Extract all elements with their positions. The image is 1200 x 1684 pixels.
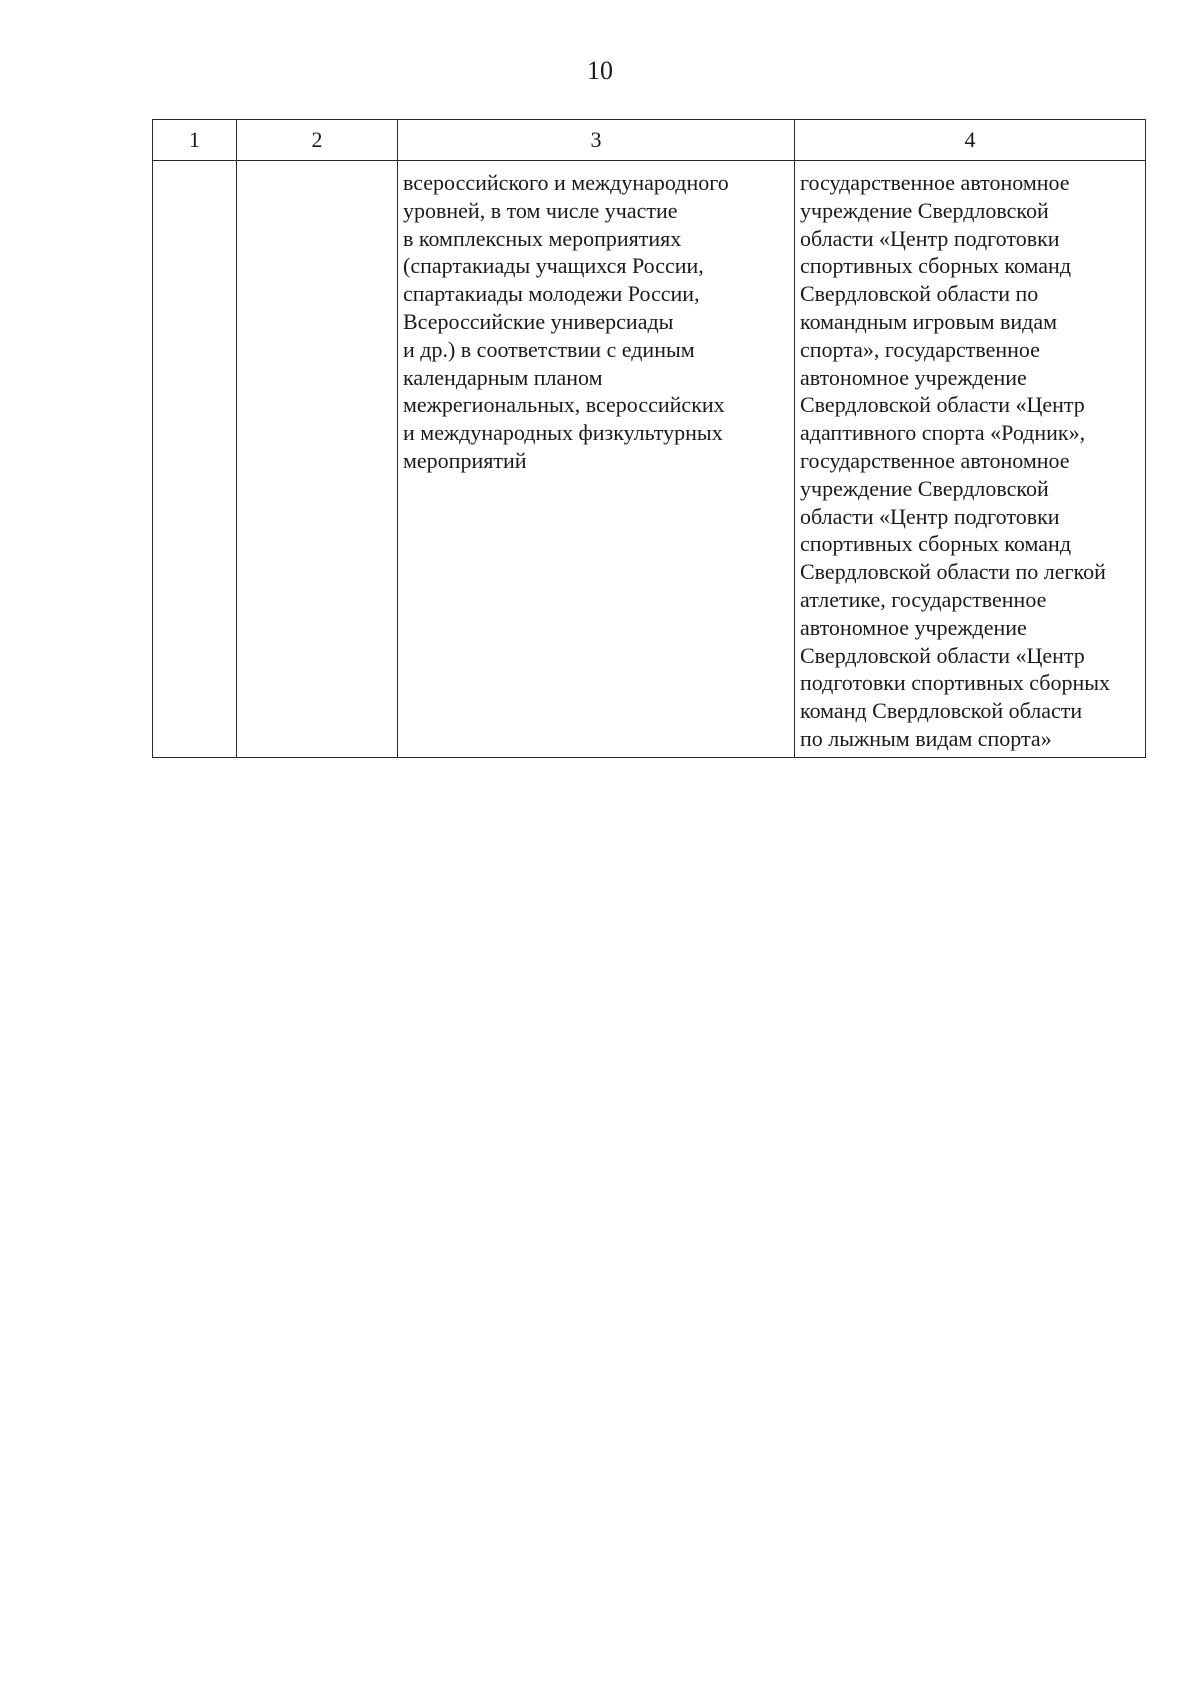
cell-col-2-text	[237, 161, 397, 173]
page-number: 10	[587, 56, 613, 85]
table-header-row	[153, 120, 1146, 161]
header-col-2: 2	[237, 120, 398, 161]
document-table	[152, 119, 1146, 758]
cell-col-1-text	[153, 161, 236, 173]
cell-col-4	[795, 161, 1146, 758]
cell-col-3	[398, 161, 795, 758]
header-col-4: 4	[795, 120, 1146, 161]
table-row	[153, 161, 1146, 758]
header-col-1: 1	[153, 120, 237, 161]
cell-col-4-text: государственное автономное учреждение Свердловской области «Центр подготовки спортивных сборных команд Свердловской области по командным игровым видам спорта», государственное автономное учреждение Свердловской области «Центр адаптивного спорта «Родник», государственное автономное учреждение Свердловской области «Центр подготовки спортивных сборных команд Свердловской области по легкой атлетике, государственное автономное учреждение Свердловской области «Центр подготовки спортивных сборных команд Свердловской области по лыжным видам спорта»	[800, 170, 1111, 751]
header-col-3: 3	[398, 120, 795, 161]
cell-col-3-text: всероссийского и международного уровней, в том числе участие в комплексных мероприятиях (спартакиады учащихся России, спартакиады молодежи России, Всероссийские универсиады и др.) в соответствии с единым календарным планом межрегиональных, всероссийских и международных физкультурных мероприятий	[403, 170, 729, 473]
cell-col-2	[237, 161, 398, 758]
cell-col-1	[153, 161, 237, 758]
